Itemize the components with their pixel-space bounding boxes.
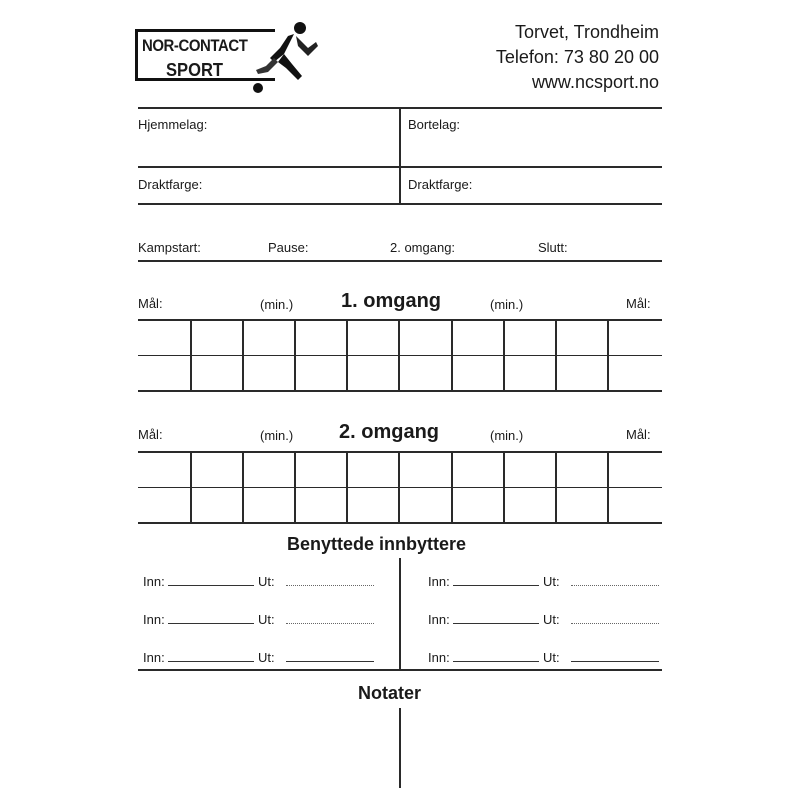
sub-row xyxy=(143,650,374,665)
grid-column-divider xyxy=(555,321,557,390)
first-half-title: 1. omgang xyxy=(341,290,442,312)
grid-column-divider xyxy=(346,321,348,390)
grid-row-divider xyxy=(138,487,662,488)
grid-column-divider xyxy=(190,321,192,390)
first-half-goals-left: Mål: xyxy=(138,296,163,311)
in-field[interactable] xyxy=(453,661,539,662)
home-team-label: Hjemmelag: xyxy=(138,117,208,132)
away-kit-label: Draktfarge: xyxy=(408,177,473,192)
in-label: Inn: xyxy=(143,612,165,627)
in-label: Inn: xyxy=(428,612,450,627)
grid-column-divider xyxy=(294,453,296,522)
sub-row xyxy=(428,650,659,665)
substitutes-divider xyxy=(399,558,401,670)
second-half-goals-left: Mål: xyxy=(138,427,163,442)
grid-column-divider xyxy=(555,453,557,522)
out-field[interactable] xyxy=(286,585,374,586)
in-label: Inn: xyxy=(428,574,450,589)
phone: Telefon: 73 80 20 00 xyxy=(495,47,659,67)
in-label: Inn: xyxy=(143,650,165,665)
out-field[interactable] xyxy=(571,585,659,586)
end-label: Slutt: xyxy=(538,240,568,255)
second-half-goals-right: Mål: xyxy=(626,427,651,442)
address: Torvet, Trondheim xyxy=(514,22,659,42)
home-kit-label: Draktfarge: xyxy=(138,177,203,192)
second-half-grid xyxy=(138,451,662,524)
pause-label: Pause: xyxy=(268,240,309,255)
grid-column-divider xyxy=(242,453,244,522)
notes-divider xyxy=(399,708,401,788)
second-half-label: 2. omgang: xyxy=(390,240,456,255)
in-field[interactable] xyxy=(168,623,254,624)
out-field[interactable] xyxy=(571,623,659,624)
grid-row-divider xyxy=(138,355,662,356)
out-label: Ut: xyxy=(542,650,560,665)
second-half-min-left: (min.) xyxy=(260,428,294,443)
out-label: Ut: xyxy=(542,612,560,627)
times-rule xyxy=(138,260,662,262)
first-half-grid xyxy=(138,319,662,392)
substitutes-bottom-rule xyxy=(138,669,662,671)
grid-column-divider xyxy=(503,453,505,522)
in-field[interactable] xyxy=(453,585,539,586)
sub-row xyxy=(143,612,374,627)
first-half-min-left: (min.) xyxy=(260,297,294,312)
out-label: Ut: xyxy=(257,650,275,665)
grid-column-divider xyxy=(451,453,453,522)
grid-column-divider xyxy=(398,453,400,522)
second-half-min-right: (min.) xyxy=(490,428,524,443)
out-label: Ut: xyxy=(257,574,275,589)
grid-column-divider xyxy=(346,453,348,522)
logo-text-bottom: SPORT xyxy=(166,60,224,80)
out-label: Ut: xyxy=(257,612,275,627)
substitutes-title: Benyttede innbyttere xyxy=(287,534,467,554)
out-label: Ut: xyxy=(542,574,560,589)
grid-column-divider xyxy=(503,321,505,390)
football-player-icon xyxy=(244,18,324,98)
website[interactable]: www.ncsport.no xyxy=(531,72,659,92)
grid-column-divider xyxy=(451,321,453,390)
first-half-goals-right: Mål: xyxy=(626,296,651,311)
second-half-title: 2. omgang xyxy=(339,421,440,443)
away-team-label: Bortelag: xyxy=(408,117,461,132)
notes-title: Notater xyxy=(358,683,422,703)
logo-text-top: NOR-CONTACT xyxy=(142,36,248,55)
in-label: Inn: xyxy=(428,650,450,665)
in-label: Inn: xyxy=(143,574,165,589)
grid-column-divider xyxy=(398,321,400,390)
out-field[interactable] xyxy=(571,661,659,662)
first-half-min-right: (min.) xyxy=(490,297,524,312)
out-field[interactable] xyxy=(286,661,374,662)
grid-column-divider xyxy=(242,321,244,390)
in-field[interactable] xyxy=(453,623,539,624)
grid-column-divider xyxy=(190,453,192,522)
grid-column-divider xyxy=(607,321,609,390)
in-field[interactable] xyxy=(168,585,254,586)
sub-row xyxy=(428,612,659,627)
grid-column-divider xyxy=(294,321,296,390)
sub-row xyxy=(143,574,374,589)
teams-divider xyxy=(399,107,401,205)
out-field[interactable] xyxy=(286,623,374,624)
kickoff-label: Kampstart: xyxy=(138,240,201,255)
in-field[interactable] xyxy=(168,661,254,662)
grid-column-divider xyxy=(607,453,609,522)
sub-row xyxy=(428,574,659,589)
